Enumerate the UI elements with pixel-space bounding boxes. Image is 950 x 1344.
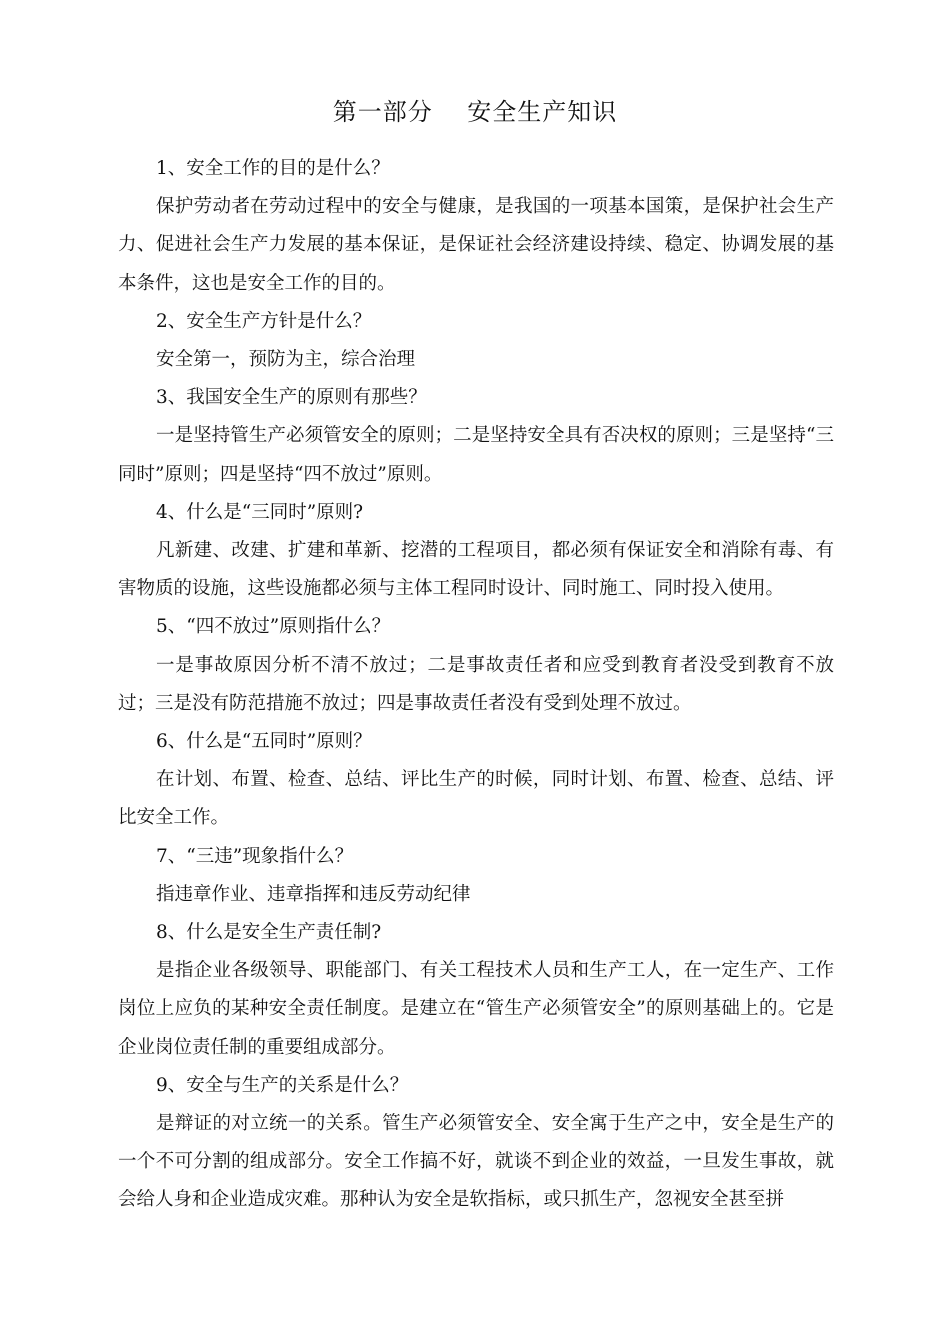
question-7: 7、“三违”现象指什么？	[156, 845, 354, 867]
question-4: 4、什么是“三同时”原则?	[156, 501, 364, 523]
question-8: 8、什么是安全生产责任制?	[156, 922, 382, 944]
answer-5: 一是事故原因分析不清不放过；二是事故责任者和应受到教育者没受到教育不放过；三是没有防范措施不放过；四是事故责任者没有受到处理不放过。	[118, 654, 834, 714]
question-2: 2、安全生产方针是什么？	[156, 310, 372, 332]
answer-1: 保护劳动者在劳动过程中的安全与健康，是我国的一项基本国策，是保护社会生产力、促进社会生产力发展的基本保证，是保证社会经济建设持续、稳定、协调发展的基本条件，这也是安全工作的目的。	[118, 196, 834, 294]
answer-6: 在计划、布置、检查、总结、评比生产的时候，同时计划、布置、检查、总结、评比安全工作。	[118, 769, 834, 829]
document-body	[118, 150, 834, 1220]
answer-7: 指违章作业、违章指挥和违反劳动纪律	[156, 883, 471, 905]
answer-3: 一是坚持管生产必须管安全的原则；二是坚持安全具有否决权的原则；三是坚持“三同时”原则；四是坚持“四不放过”原则。	[118, 425, 834, 485]
question-3: 3、我国安全生产的原则有那些？	[156, 387, 427, 409]
answer-8: 是指企业各级领导、职能部门、有关工程技术人员和生产工人，在一定生产、工作岗位上应负的某种安全责任制度。是建立在“管生产必须管安全”的原则基础上的。它是企业岗位责任制的重要组成部分。	[118, 960, 834, 1058]
answer-2: 安全第一，预防为主，综合治理	[156, 349, 416, 371]
page-title: 第一部分 安全生产知识	[332, 98, 618, 126]
question-9: 9、安全与生产的关系是什么？	[156, 1074, 409, 1096]
question-1: 1、安全工作的目的是什么？	[156, 158, 390, 179]
question-6: 6、什么是“五同时”原则？	[156, 731, 372, 753]
answer-4: 凡新建、改建、扩建和革新、挖潜的工程项目，都必须有保证安全和消除有毒、有害物质的设施，这些设施都必须与主体工程同时设计、同时施工、同时投入使用。	[118, 540, 834, 600]
question-5: 5、“四不放过”原则指什么？	[156, 616, 391, 638]
answer-9: 是辩证的对立统一的关系。管生产必须管安全、安全寓于生产之中，安全是生产的一个不可分割的组成部分。安全工作搞不好，就谈不到企业的效益，一旦发生事故，就会给人身和企业造成灾难。那种认为安全是软指标，或只抓生产，忽视安全甚至拼	[118, 1113, 834, 1211]
